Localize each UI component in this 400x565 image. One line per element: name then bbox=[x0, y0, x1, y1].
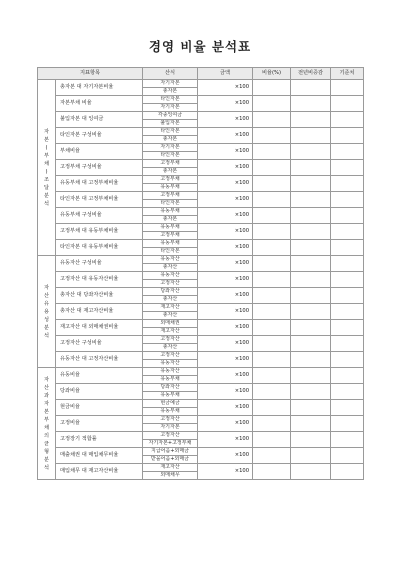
formula-denominator: 자기자본 bbox=[143, 104, 198, 112]
formula-numerator: 당좌자산 bbox=[143, 288, 198, 296]
standard-cell[interactable] bbox=[331, 336, 364, 352]
table-row bbox=[38, 256, 364, 264]
amount-cell[interactable]: ×100 bbox=[198, 336, 253, 352]
table-row bbox=[38, 192, 364, 200]
ratio-item: 매입채무 대 재고자산비율 bbox=[56, 464, 143, 480]
formula-numerator: 고정부채 bbox=[143, 160, 198, 168]
amount-cell[interactable]: ×100 bbox=[198, 80, 253, 96]
formula-denominator: 타인자본 bbox=[143, 152, 198, 160]
standard-cell[interactable] bbox=[331, 192, 364, 208]
table-row bbox=[38, 80, 364, 88]
ratio-cell[interactable] bbox=[253, 288, 291, 304]
ratio-item: 유동부채 구성비율 bbox=[56, 208, 143, 224]
formula-numerator: 지급어음+외매금 bbox=[143, 448, 198, 456]
amount-cell[interactable]: ×100 bbox=[198, 432, 253, 448]
ratio-cell[interactable] bbox=[253, 160, 291, 176]
table-row bbox=[38, 320, 364, 328]
ratio-cell[interactable] bbox=[253, 224, 291, 240]
table-row bbox=[38, 352, 364, 360]
table-row bbox=[38, 128, 364, 136]
ratio-item: 타인자본 대 고정부채비율 bbox=[56, 192, 143, 208]
ratio-item: 총자산 대 재고자산비율 bbox=[56, 304, 143, 320]
formula-numerator: 유동자산 bbox=[143, 368, 198, 376]
table-row bbox=[38, 208, 364, 216]
ratio-item: 유동비율 bbox=[56, 368, 143, 384]
formula-denominator: 유동자산 bbox=[143, 360, 198, 368]
table-row bbox=[38, 448, 364, 456]
standard-cell[interactable] bbox=[331, 256, 364, 272]
formula-denominator: 고정부채 bbox=[143, 232, 198, 240]
standard-cell[interactable] bbox=[331, 160, 364, 176]
amount-cell[interactable]: ×100 bbox=[198, 400, 253, 416]
ratio-cell[interactable] bbox=[253, 256, 291, 272]
standard-cell[interactable] bbox=[331, 320, 364, 336]
formula-denominator: 불입자본 bbox=[143, 120, 198, 128]
yoy-cell[interactable] bbox=[291, 384, 331, 400]
formula-denominator: 타인자본 bbox=[143, 200, 198, 208]
formula-denominator: 자기자본 bbox=[143, 424, 198, 432]
amount-cell[interactable]: ×100 bbox=[198, 208, 253, 224]
formula-denominator: 총자본 bbox=[143, 216, 198, 224]
amount-cell[interactable]: ×100 bbox=[198, 304, 253, 320]
amount-cell[interactable]: ×100 bbox=[198, 416, 253, 432]
table-row bbox=[38, 464, 364, 472]
formula-denominator: 타인자본 bbox=[143, 248, 198, 256]
ratio-cell[interactable] bbox=[253, 176, 291, 192]
amount-cell[interactable]: ×100 bbox=[198, 352, 253, 368]
yoy-cell[interactable] bbox=[291, 336, 331, 352]
ratio-cell[interactable] bbox=[253, 192, 291, 208]
formula-numerator: 유동자산 bbox=[143, 272, 198, 280]
formula-numerator: 타인자본 bbox=[143, 128, 198, 136]
ratio-item: 고정자산 구성비율 bbox=[56, 336, 143, 352]
amount-cell[interactable]: ×100 bbox=[198, 368, 253, 384]
ratio-item: 총자산 대 당좌자산비율 bbox=[56, 288, 143, 304]
ratio-cell[interactable] bbox=[253, 432, 291, 448]
table-row bbox=[38, 96, 364, 104]
table-row bbox=[38, 176, 364, 184]
ratio-cell[interactable] bbox=[253, 96, 291, 112]
ratio-item: 고정부채 구성비율 bbox=[56, 160, 143, 176]
formula-numerator: 유동부채 bbox=[143, 208, 198, 216]
ratio-cell[interactable] bbox=[253, 240, 291, 256]
formula-numerator: 유동부채 bbox=[143, 224, 198, 232]
ratio-item: 유동부채 대 고정부채비율 bbox=[56, 176, 143, 192]
standard-cell[interactable] bbox=[331, 240, 364, 256]
formula-denominator: 외매채무 bbox=[143, 472, 198, 480]
yoy-cell[interactable] bbox=[291, 304, 331, 320]
table-body bbox=[38, 80, 364, 480]
standard-cell[interactable] bbox=[331, 272, 364, 288]
formula-denominator: 유동부채 bbox=[143, 392, 198, 400]
formula-denominator: 받을어음+외매금 bbox=[143, 456, 198, 464]
ratio-cell[interactable] bbox=[253, 368, 291, 384]
formula-denominator: 총자산 bbox=[143, 296, 198, 304]
formula-denominator: 유동부채 bbox=[143, 408, 198, 416]
amount-cell[interactable]: ×100 bbox=[198, 320, 253, 336]
amount-cell[interactable]: ×100 bbox=[198, 160, 253, 176]
yoy-cell[interactable] bbox=[291, 224, 331, 240]
table-row bbox=[38, 432, 364, 440]
header-item: 지표항목 bbox=[38, 68, 143, 80]
ratio-cell[interactable] bbox=[253, 112, 291, 128]
standard-cell[interactable] bbox=[331, 304, 364, 320]
formula-numerator: 고정자산 bbox=[143, 336, 198, 344]
ratio-item: 현금비율 bbox=[56, 400, 143, 416]
section-category: 자 본 ( 부 채 ) 조 달 분 석 bbox=[38, 80, 56, 256]
formula-denominator: 유동부채 bbox=[143, 376, 198, 384]
formula-denominator: 총자본 bbox=[143, 136, 198, 144]
standard-cell[interactable] bbox=[331, 144, 364, 160]
ratio-item: 불입자본 대 잉여금 bbox=[56, 112, 143, 128]
section-category: 자 산 유 용 성 분 석 bbox=[38, 256, 56, 368]
table-row bbox=[38, 112, 364, 120]
header-amount: 금액 bbox=[198, 68, 253, 80]
standard-cell[interactable] bbox=[331, 384, 364, 400]
ratio-cell[interactable] bbox=[253, 208, 291, 224]
ratio-item: 고정부채 대 유동부채비율 bbox=[56, 224, 143, 240]
ratio-item: 유동자산 구성비율 bbox=[56, 256, 143, 272]
formula-denominator: 총자본 bbox=[143, 168, 198, 176]
formula-denominator: 총자산 bbox=[143, 264, 198, 272]
standard-cell[interactable] bbox=[331, 448, 364, 464]
table-row bbox=[38, 368, 364, 376]
formula-denominator: 재고자산 bbox=[143, 328, 198, 336]
yoy-cell[interactable] bbox=[291, 448, 331, 464]
formula-numerator: 각종잉여금 bbox=[143, 112, 198, 120]
formula-numerator: 고정자산 bbox=[143, 432, 198, 440]
formula-numerator: 당좌자산 bbox=[143, 384, 198, 392]
ratio-item: 고정장기 적합률 bbox=[56, 432, 143, 448]
standard-cell[interactable] bbox=[331, 208, 364, 224]
ratio-cell[interactable] bbox=[253, 144, 291, 160]
section-category: 자 산 과 자 본 부 채 의 균 형 분 석 bbox=[38, 368, 56, 480]
page-title: 경영 비율 분석표 bbox=[148, 39, 252, 54]
yoy-cell[interactable] bbox=[291, 144, 331, 160]
yoy-cell[interactable] bbox=[291, 112, 331, 128]
yoy-cell[interactable] bbox=[291, 208, 331, 224]
table-row bbox=[38, 304, 364, 312]
yoy-cell[interactable] bbox=[291, 80, 331, 96]
ratio-cell[interactable] bbox=[253, 304, 291, 320]
formula-numerator: 자기자본 bbox=[143, 80, 198, 88]
ratio-cell[interactable] bbox=[253, 448, 291, 464]
ratio-item: 총자본 대 자기자본비율 bbox=[56, 80, 143, 96]
table-row bbox=[38, 224, 364, 232]
ratio-item: 당좌비율 bbox=[56, 384, 143, 400]
yoy-cell[interactable] bbox=[291, 432, 331, 448]
formula-numerator: 재고자산 bbox=[143, 304, 198, 312]
standard-cell[interactable] bbox=[331, 96, 364, 112]
amount-cell[interactable]: ×100 bbox=[198, 112, 253, 128]
ratio-item: 고정자산 대 유동자산비율 bbox=[56, 272, 143, 288]
amount-cell[interactable]: ×100 bbox=[198, 224, 253, 240]
formula-denominator: 유동부채 bbox=[143, 184, 198, 192]
ratio-item: 타인자본 대 유동부채비율 bbox=[56, 240, 143, 256]
amount-cell[interactable]: ×100 bbox=[198, 176, 253, 192]
formula-numerator: 자기자본 bbox=[143, 144, 198, 152]
standard-cell[interactable] bbox=[331, 368, 364, 384]
ratio-item: 고정비율 bbox=[56, 416, 143, 432]
ratio-item: 자본부채 비율 bbox=[56, 96, 143, 112]
formula-numerator: 외매채권 bbox=[143, 320, 198, 328]
formula-numerator: 재고자산 bbox=[143, 464, 198, 472]
ratio-item: 타인자본 구성비율 bbox=[56, 128, 143, 144]
ratio-cell[interactable] bbox=[253, 416, 291, 432]
amount-cell[interactable]: ×100 bbox=[198, 448, 253, 464]
table-row bbox=[38, 400, 364, 408]
formula-numerator: 고정자산 bbox=[143, 352, 198, 360]
table-row bbox=[38, 144, 364, 152]
header-ratio: 비율(%) bbox=[253, 68, 291, 80]
formula-numerator: 타인자본 bbox=[143, 96, 198, 104]
table-row bbox=[38, 384, 364, 392]
standard-cell[interactable] bbox=[331, 352, 364, 368]
standard-cell[interactable] bbox=[331, 416, 364, 432]
yoy-cell[interactable] bbox=[291, 464, 331, 480]
standard-cell[interactable] bbox=[331, 176, 364, 192]
ratio-cell[interactable] bbox=[253, 336, 291, 352]
header-yoy: 전년비증감 bbox=[291, 68, 331, 80]
yoy-cell[interactable] bbox=[291, 400, 331, 416]
ratio-cell[interactable] bbox=[253, 80, 291, 96]
formula-denominator: 자기자본+고정부채 bbox=[143, 440, 198, 448]
header-formula: 산식 bbox=[143, 68, 198, 80]
formula-numerator: 유동부채 bbox=[143, 240, 198, 248]
header-row bbox=[38, 68, 364, 80]
amount-cell[interactable]: ×100 bbox=[198, 384, 253, 400]
amount-cell[interactable]: ×100 bbox=[198, 192, 253, 208]
formula-numerator: 고정부채 bbox=[143, 192, 198, 200]
standard-cell[interactable] bbox=[331, 432, 364, 448]
ratio-cell[interactable] bbox=[253, 272, 291, 288]
ratio-cell[interactable] bbox=[253, 384, 291, 400]
yoy-cell[interactable] bbox=[291, 368, 331, 384]
yoy-cell[interactable] bbox=[291, 320, 331, 336]
formula-numerator: 고정부채 bbox=[143, 176, 198, 184]
amount-cell[interactable]: ×100 bbox=[198, 256, 253, 272]
standard-cell[interactable] bbox=[331, 128, 364, 144]
standard-cell[interactable] bbox=[331, 224, 364, 240]
formula-denominator: 총자산 bbox=[143, 344, 198, 352]
ratio-item: 부채비율 bbox=[56, 144, 143, 160]
yoy-cell[interactable] bbox=[291, 192, 331, 208]
amount-cell[interactable]: ×100 bbox=[198, 464, 253, 480]
standard-cell[interactable] bbox=[331, 288, 364, 304]
yoy-cell[interactable] bbox=[291, 160, 331, 176]
ratio-item: 재고자산 대 외매채권비율 bbox=[56, 320, 143, 336]
amount-cell[interactable]: ×100 bbox=[198, 144, 253, 160]
amount-cell[interactable]: ×100 bbox=[198, 272, 253, 288]
standard-cell[interactable] bbox=[331, 400, 364, 416]
table-row bbox=[38, 240, 364, 248]
yoy-cell[interactable] bbox=[291, 96, 331, 112]
standard-cell[interactable] bbox=[331, 80, 364, 96]
standard-cell[interactable] bbox=[331, 464, 364, 480]
formula-denominator: 고정자산 bbox=[143, 280, 198, 288]
header-standard: 기준치 bbox=[331, 68, 364, 80]
formula-denominator: 총자본 bbox=[143, 88, 198, 96]
amount-cell[interactable]: ×100 bbox=[198, 240, 253, 256]
table-row bbox=[38, 160, 364, 168]
ratio-table bbox=[37, 67, 364, 480]
ratio-cell[interactable] bbox=[253, 352, 291, 368]
ratio-cell[interactable] bbox=[253, 464, 291, 480]
formula-numerator: 고정자산 bbox=[143, 416, 198, 424]
formula-numerator: 유동자산 bbox=[143, 256, 198, 264]
table-row bbox=[38, 272, 364, 280]
yoy-cell[interactable] bbox=[291, 288, 331, 304]
ratio-cell[interactable] bbox=[253, 128, 291, 144]
yoy-cell[interactable] bbox=[291, 416, 331, 432]
yoy-cell[interactable] bbox=[291, 240, 331, 256]
table-row bbox=[38, 288, 364, 296]
yoy-cell[interactable] bbox=[291, 256, 331, 272]
ratio-item: 매출채권 대 매입채무비율 bbox=[56, 448, 143, 464]
amount-cell[interactable]: ×100 bbox=[198, 96, 253, 112]
yoy-cell[interactable] bbox=[291, 176, 331, 192]
yoy-cell[interactable] bbox=[291, 128, 331, 144]
yoy-cell[interactable] bbox=[291, 352, 331, 368]
amount-cell[interactable]: ×100 bbox=[198, 288, 253, 304]
standard-cell[interactable] bbox=[331, 112, 364, 128]
amount-cell[interactable]: ×100 bbox=[198, 128, 253, 144]
table-row bbox=[38, 416, 364, 424]
ratio-cell[interactable] bbox=[253, 320, 291, 336]
ratio-item: 유동자산 대 고정자산비율 bbox=[56, 352, 143, 368]
formula-numerator: 현금예금 bbox=[143, 400, 198, 408]
table-row bbox=[38, 336, 364, 344]
yoy-cell[interactable] bbox=[291, 272, 331, 288]
ratio-cell[interactable] bbox=[253, 400, 291, 416]
formula-denominator: 총자산 bbox=[143, 312, 198, 320]
